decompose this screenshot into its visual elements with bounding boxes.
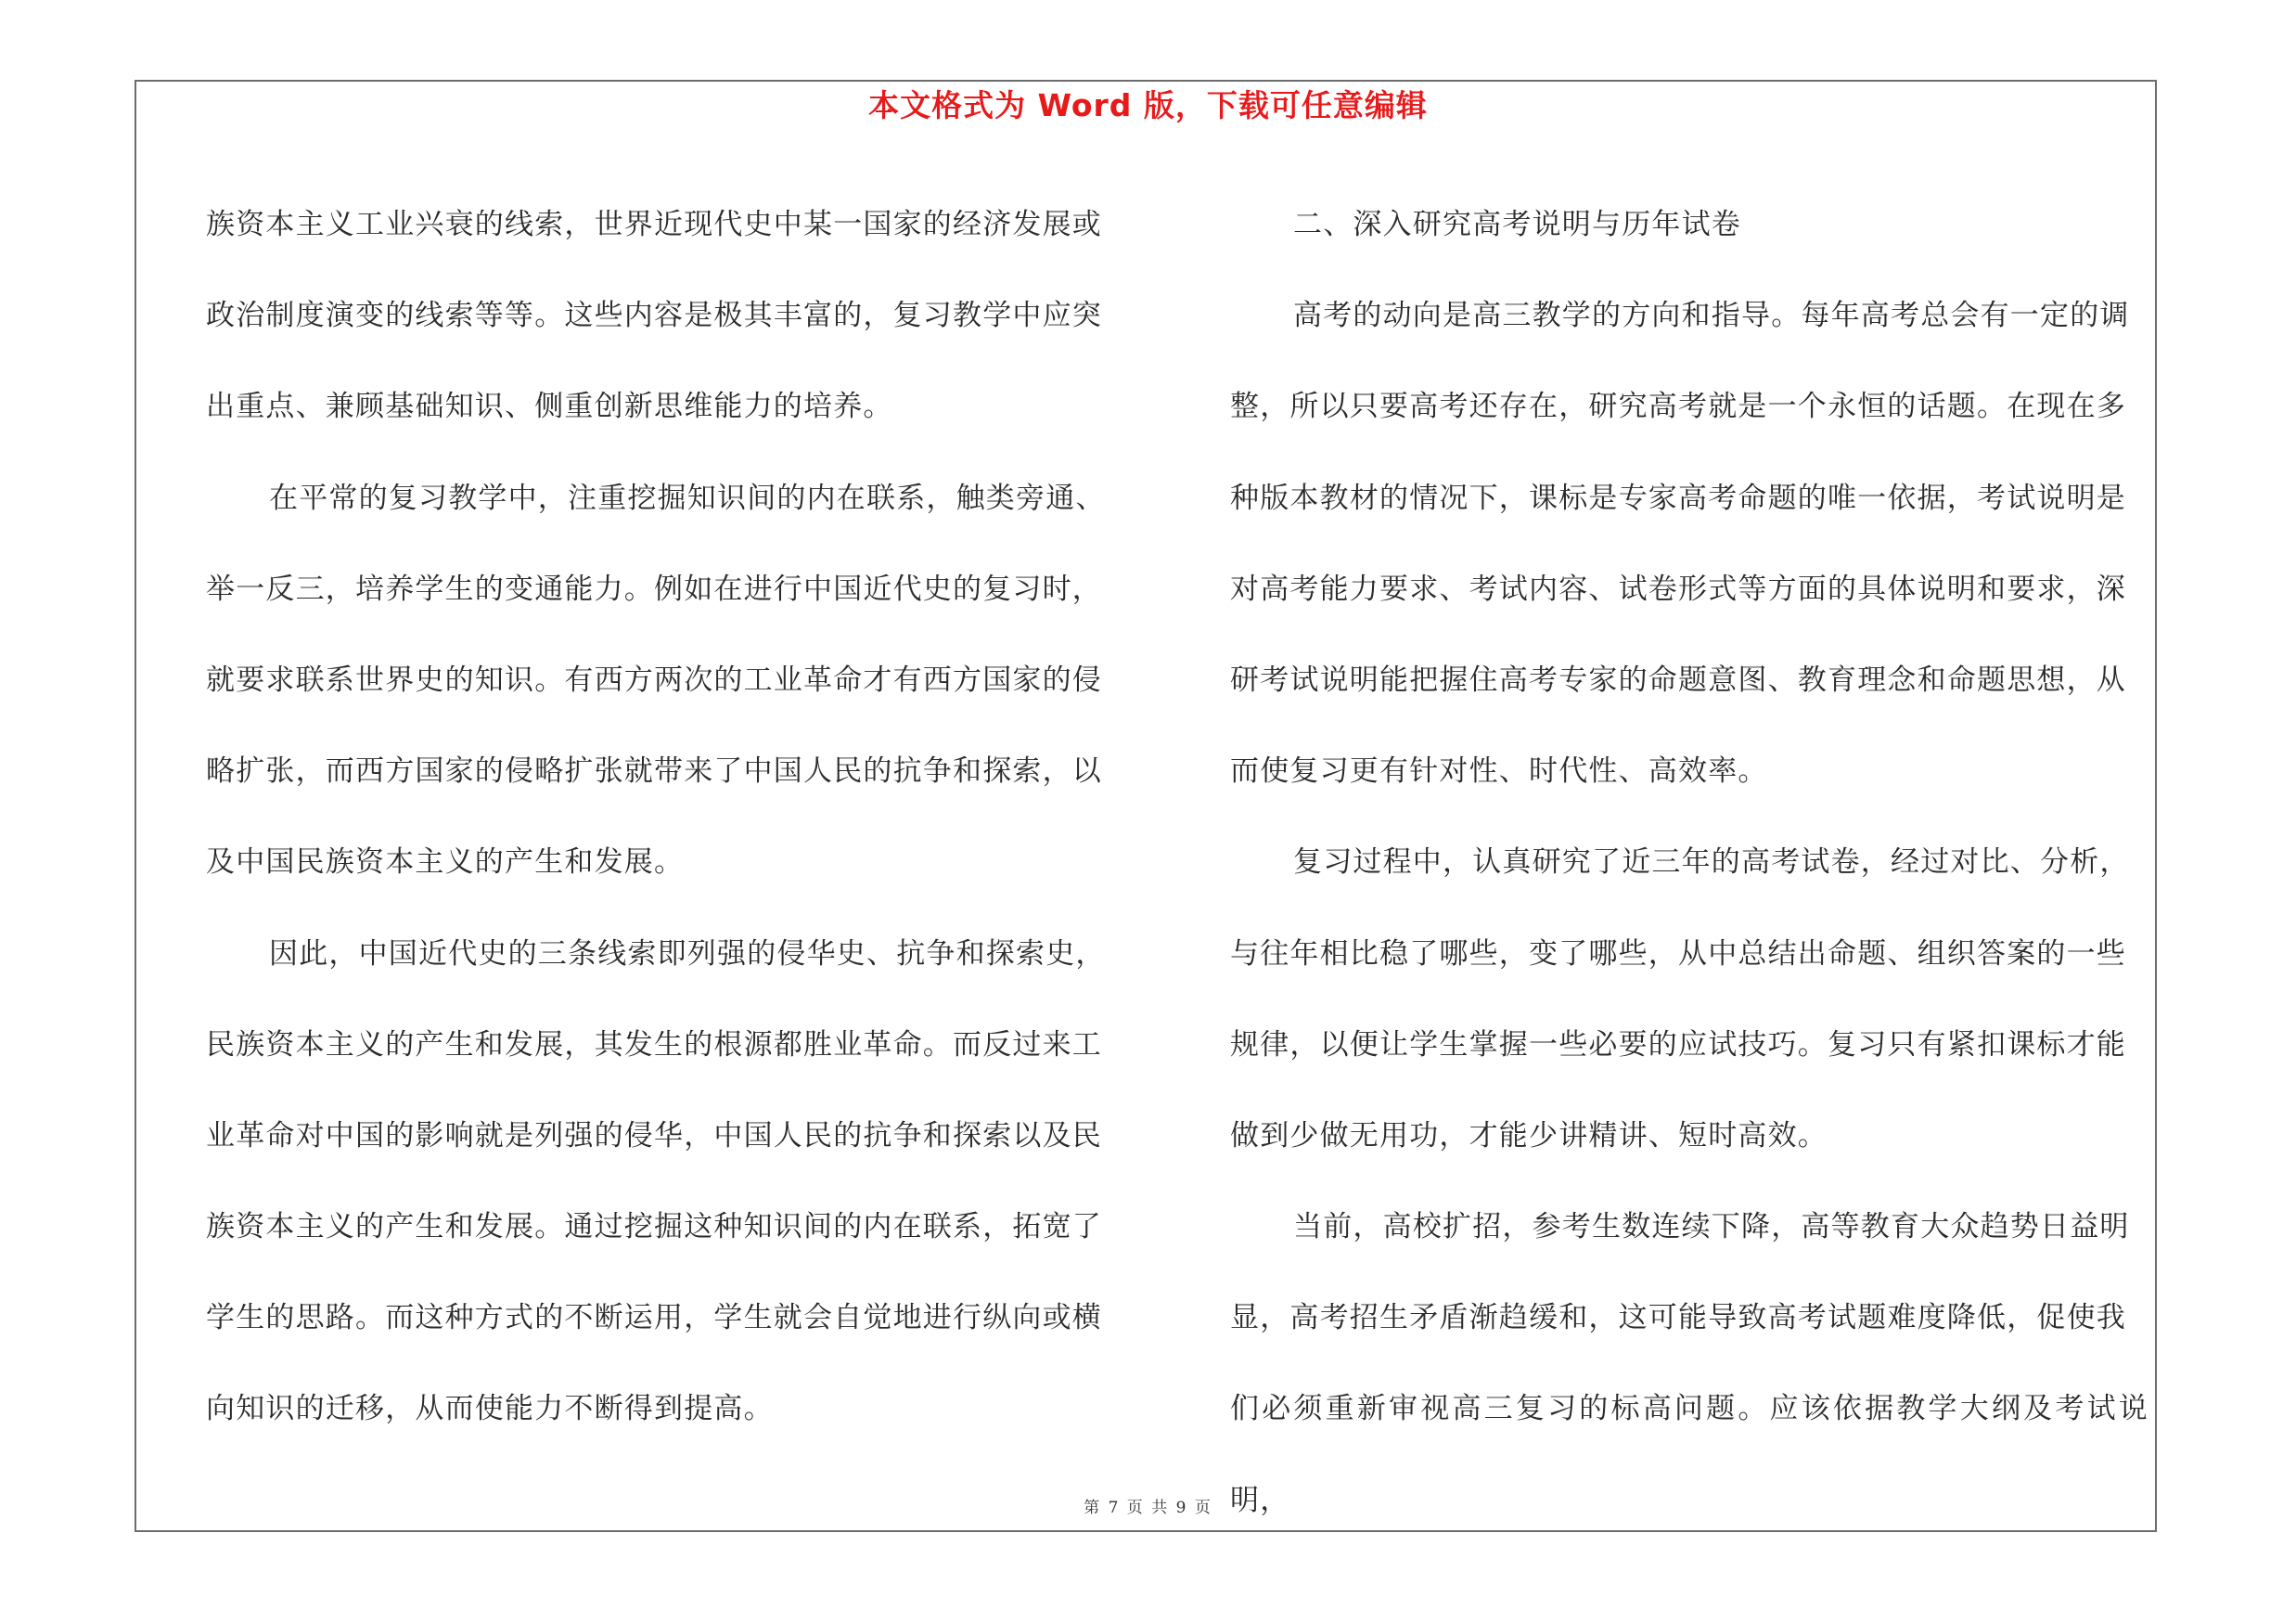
paragraph-start-line: 因此，中国近代史的三条线索即列强的侵华史、抗争和探索史， [269,936,1106,971]
text-line: 对高考能力要求、考试内容、试卷形式等方面的具体说明和要求，深 [1230,572,2126,606]
text-line: 做到少做无用功，才能少讲精讲、短时高效。 [1230,1118,1828,1153]
text-line: 出重点、兼顾基础知识、侧重创新思维能力的培养。 [206,390,893,424]
text-line: 们必须重新审视高三复习的标高问题。应该依据教学大纲及考试说明， [1230,1392,2148,1517]
page-number: 第 7 页 共 9 页 [1084,1499,1212,1517]
text-line: 及中国民族资本主义的产生和发展。 [206,845,685,880]
text-line: 整，所以只要高考还存在，研究高考就是一个永恒的话题。在现在多 [1230,390,2126,424]
paragraph-start-line: 复习过程中，认真研究了近三年的高考试卷，经过对比、分析， [1293,845,2130,880]
text-line: 政治制度演变的线索等等。这些内容是极其丰富的，复习教学中应突 [206,299,1102,333]
text-line: 略扩张，而西方国家的侵略扩张就带来了中国人民的抗争和探索，以 [206,754,1102,789]
text-line: 规律，以便让学生掌握一些必要的应试技巧。复习只有紧扣课标才能 [1230,1027,2126,1062]
text-line: 种版本教材的情况下，课标是专家高考命题的唯一依据，考试说明是 [1230,481,2126,515]
section-heading: 二、深入研究高考说明与历年试卷 [1293,208,1741,241]
text-line: 族资本主义工业兴衰的线索，世界近现代史中某一国家的经济发展或 [206,208,1102,241]
format-banner: 本文格式为 Word 版，下载可任意编辑 [868,87,1428,123]
text-line: 研考试说明能把握住高考专家的命题意图、教育理念和命题思想，从 [1230,663,2126,697]
text-line: 民族资本主义的产生和发展，其发生的根源都胜业革命。而反过来工 [206,1027,1102,1062]
text-line: 向知识的迁移，从而使能力不断得到提高。 [206,1392,774,1426]
left-column [206,179,1124,1455]
text-line: 而使复习更有针对性、时代性、高效率。 [1230,754,1768,789]
text-line: 显，高考招生矛盾渐趋缓和，这可能导致高考试题难度降低，促使我 [1230,1301,2126,1335]
text-line: 族资本主义的产生和发展。通过挖掘这种知识间的内在联系，拓宽了 [206,1210,1102,1244]
paragraph-start-line: 在平常的复习教学中，注重挖掘知识间的内在联系，触类旁通、 [269,481,1106,515]
paragraph-start-line: 当前，高校扩招，参考生数连续下降，高等教育大众趋势日益明 [1293,1210,2130,1244]
text-line: 与往年相比稳了哪些，变了哪些，从中总结出命题、组织答案的一些 [1230,936,2126,971]
paragraph-start-line: 高考的动向是高三教学的方向和指导。每年高考总会有一定的调 [1293,299,2130,333]
text-line: 学生的思路。而这种方式的不断运用，学生就会自觉地进行纵向或横 [206,1301,1102,1335]
right-column [1230,179,2148,1517]
text-line: 就要求联系世界史的知识。有西方两次的工业革命才有西方国家的侵 [206,663,1102,697]
text-line: 业革命对中国的影响就是列强的侵华，中国人民的抗争和探索以及民 [206,1118,1102,1153]
text-line: 举一反三，培养学生的变通能力。例如在进行中国近代史的复习时， [206,572,1102,606]
